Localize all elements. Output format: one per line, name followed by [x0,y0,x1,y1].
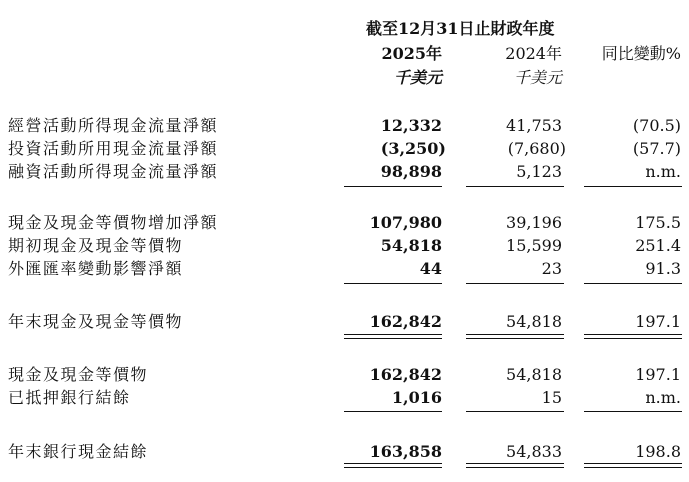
cell-change-bank-cash-balance: 198.8 [635,442,681,461]
col-2024-unit-header: 千美元 [513,68,562,87]
total-double-rule-2024 [466,463,564,468]
cell-change-financing-cash-flow: n.m. [645,162,681,181]
cell-2024-investing-cash-flow: (7,680) [507,139,566,158]
total-double-rule-change [584,463,682,468]
cell-2024-closing-balance: 54,818 [506,312,562,331]
cell-2025-investing-cash-flow: (3,250) [380,139,446,158]
cell-change-opening-balance: 251.4 [635,236,681,255]
row-label-investing-cash-flow: 投資活動所用現金流量淨額 [8,139,219,158]
cell-2025-operating-cash-flow: 12,332 [380,116,442,135]
col-2024-year-header: 2024年 [505,44,562,63]
cell-2024-operating-cash-flow: 41,753 [506,116,562,135]
subtotal-rule-2025 [344,411,442,412]
cell-2025-bank-cash-balance: 163,858 [369,442,442,461]
row-label-fx-effect: 外匯匯率變動影響淨額 [8,259,184,278]
row-label-financing-cash-flow: 融資活動所得現金流量淨額 [8,162,219,181]
total-double-rule-2025 [344,334,442,339]
col-2025-unit-header: 千美元 [393,68,442,87]
cell-2025-opening-balance: 54,818 [380,236,442,255]
subtotal-rule-change [584,411,682,412]
cell-change-fx-effect: 91.3 [645,259,681,278]
total-double-rule-2024 [466,334,564,339]
subtotal-rule-2024 [466,186,564,187]
col-2025-year-header: 2025年 [381,44,442,63]
cell-change-cash-equivalents: 197.1 [635,365,681,384]
cell-2024-cash-equivalents: 54,818 [506,365,562,384]
subtotal-rule-2024 [466,411,564,412]
subtotal-rule-2025 [344,283,442,284]
row-label-pledged-balance: 已抵押銀行結餘 [8,388,131,407]
cell-change-investing-cash-flow: (57.7) [632,139,681,158]
cell-2025-pledged-balance: 1,016 [391,388,442,407]
cell-2025-fx-effect: 44 [419,259,442,278]
cell-change-pledged-balance: n.m. [645,388,681,407]
cell-2025-financing-cash-flow: 98,898 [380,162,442,181]
cell-2024-net-increase: 39,196 [506,213,562,232]
cell-change-closing-balance: 197.1 [635,312,681,331]
cell-2024-financing-cash-flow: 5,123 [516,162,562,181]
cell-2025-closing-balance: 162,842 [369,312,442,331]
cell-change-net-increase: 175.5 [635,213,681,232]
period-header: 截至12月31日止財政年度 [366,19,555,38]
row-label-cash-equivalents: 現金及現金等價物 [8,365,149,384]
row-label-opening-balance: 期初現金及現金等價物 [8,236,184,255]
cell-2025-net-increase: 107,980 [369,213,442,232]
cell-2024-fx-effect: 23 [541,259,562,278]
cell-2024-opening-balance: 15,599 [506,236,562,255]
subtotal-rule-change [584,186,682,187]
row-label-closing-balance: 年末現金及現金等價物 [8,312,184,331]
col-change-header: 同比變動% [601,44,681,63]
subtotal-rule-change [584,283,682,284]
row-label-operating-cash-flow: 經營活動所得現金流量淨額 [8,116,219,135]
cell-2024-bank-cash-balance: 54,833 [506,442,562,461]
row-label-net-increase: 現金及現金等價物增加淨額 [8,213,219,232]
total-double-rule-change [584,334,682,339]
total-double-rule-2025 [344,463,442,468]
row-label-bank-cash-balance: 年末銀行現金結餘 [8,442,149,461]
subtotal-rule-2025 [344,186,442,187]
cell-change-operating-cash-flow: (70.5) [632,116,681,135]
cell-2024-pledged-balance: 15 [541,388,562,407]
cell-2025-cash-equivalents: 162,842 [369,365,442,384]
subtotal-rule-2024 [466,283,564,284]
